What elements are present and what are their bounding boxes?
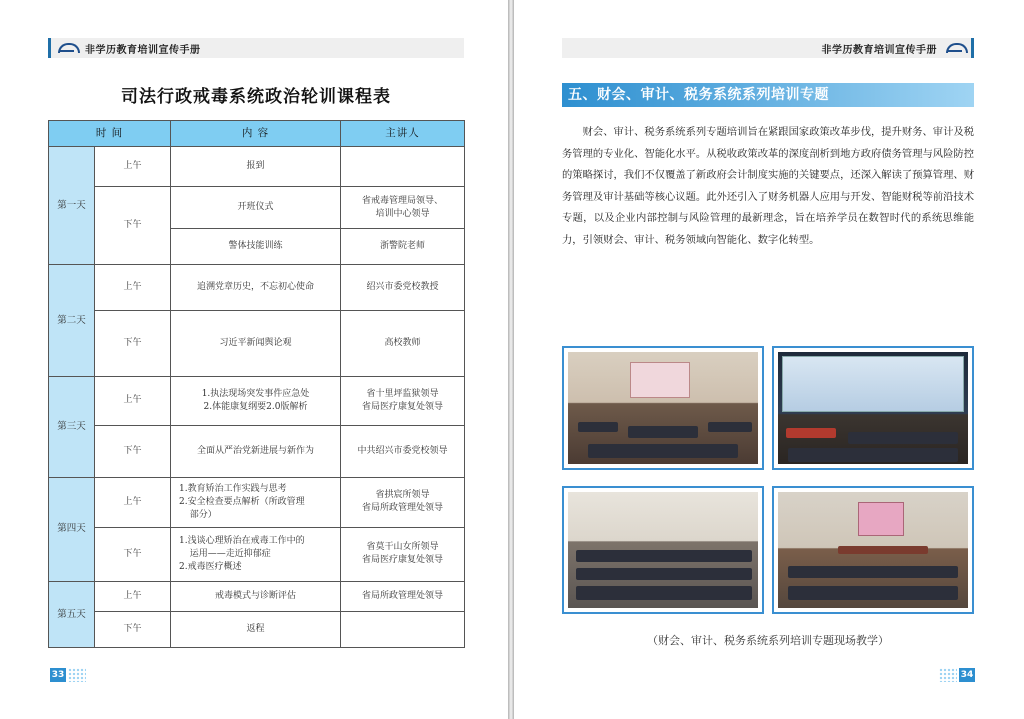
dots-decoration — [68, 668, 86, 682]
day-label: 第三天 — [49, 377, 95, 477]
page-number: 33 — [51, 670, 65, 680]
speaker-line: 省局所政管理处领导 — [361, 503, 443, 514]
photo-classroom-4 — [772, 486, 974, 614]
speaker-cell — [341, 611, 465, 647]
speaker-line: 培训中心领导 — [375, 208, 430, 219]
table-row — [49, 187, 465, 229]
photo-caption: （财会、审计、税务系统系列培训专题现场教学） — [647, 634, 889, 647]
speaker-line: 省局医疗康复处领导 — [361, 555, 443, 566]
audience-row — [576, 550, 752, 562]
content-cell — [171, 377, 341, 425]
photo-image — [778, 492, 968, 608]
header-brand: 非学历教育培训宣传手册 — [821, 44, 937, 56]
photo-image — [568, 492, 758, 608]
audience-row — [576, 586, 752, 600]
table-row — [49, 147, 465, 187]
content-line: 1.执法现场突发事件应急处 — [201, 388, 310, 399]
content-line: 2.安全检查要点解析（所政管理 — [179, 496, 305, 507]
audience-row — [588, 444, 738, 458]
content-cell — [171, 527, 341, 581]
section-title: 五、财会、审计、税务系统系列培训专题 — [562, 83, 974, 107]
content-line: 1.浅谈心理矫治在戒毒工作中的 — [179, 535, 305, 546]
table-header-time: 时 间 — [49, 121, 171, 147]
table-row — [49, 377, 465, 425]
audience-row — [788, 586, 958, 600]
header-brand: 非学历教育培训宣传手册 — [85, 44, 201, 56]
time-cell: 下午 — [95, 187, 171, 265]
speaker-line: 省拱宸所领导 — [375, 490, 430, 501]
dots-decoration — [939, 668, 957, 682]
speaker-line: 省局医疗康复处领导 — [361, 401, 443, 412]
table-header-speaker: 主讲人 — [341, 121, 465, 147]
content-cell: 习近平新闻舆论观 — [171, 311, 341, 377]
content-cell: 全面从严治党新进展与新作为 — [171, 425, 341, 477]
audience-row — [628, 426, 698, 438]
table-row — [49, 311, 465, 377]
content-cell: 返程 — [171, 611, 341, 647]
day-label: 第二天 — [49, 265, 95, 377]
left-header — [48, 38, 464, 58]
table-row — [49, 265, 465, 311]
table-row — [49, 527, 465, 581]
time-cell: 下午 — [95, 527, 171, 581]
speaker-cell — [341, 187, 465, 229]
logo-icon — [945, 42, 965, 54]
day-label: 第一天 — [49, 147, 95, 265]
podium-desk — [838, 546, 928, 554]
speaker-line: 省莫干山女所领导 — [366, 542, 439, 553]
speaker-cell: 浙警院老师 — [341, 229, 465, 265]
content-line: 2.体能康复纲要2.0版解析 — [203, 401, 308, 412]
audience-row — [576, 568, 752, 580]
speaker-cell: 高校教师 — [341, 311, 465, 377]
content-line: 1.教育矫治工作实践与思考 — [179, 483, 287, 494]
right-page — [513, 0, 1024, 719]
audience-row — [578, 422, 618, 432]
content-line: 运用——走近抑郁症 — [189, 548, 271, 559]
speaker-cell — [341, 147, 465, 187]
photo-image — [568, 352, 758, 464]
speaker-cell: 省局所政管理处领导 — [341, 581, 465, 611]
photo-classroom-3 — [562, 486, 764, 614]
right-header — [562, 38, 974, 58]
audience-row — [848, 432, 958, 444]
speaker-line: 省十里坪监狱领导 — [366, 388, 439, 399]
table-header-content: 内 容 — [171, 121, 341, 147]
speaker-cell: 绍兴市委党校教授 — [341, 265, 465, 311]
speaker-cell — [341, 477, 465, 527]
page-title: 司法行政戒毒系统政治轮训课程表 — [121, 87, 391, 107]
content-cell: 警体技能训练 — [171, 229, 341, 265]
content-line: 2.戒毒医疗概述 — [179, 561, 242, 572]
table-row — [49, 425, 465, 477]
time-cell: 上午 — [95, 265, 171, 311]
content-cell: 追溯党章历史，不忘初心使命 — [171, 265, 341, 311]
day-label: 第四天 — [49, 477, 95, 581]
speaker-line: 省戒毒管理局领导、 — [361, 195, 443, 206]
content-cell: 报到 — [171, 147, 341, 187]
audience-row — [708, 422, 752, 432]
table-row — [49, 611, 465, 647]
podium-banner — [786, 428, 836, 438]
speaker-cell — [341, 527, 465, 581]
logo-icon — [57, 42, 77, 54]
photo-classroom-2 — [772, 346, 974, 470]
left-page — [0, 0, 509, 719]
content-cell: 戒毒模式与诊断评估 — [171, 581, 341, 611]
table-row — [49, 477, 465, 527]
table-row — [49, 581, 465, 611]
schedule-table — [48, 120, 465, 648]
time-cell: 下午 — [95, 311, 171, 377]
time-cell: 下午 — [95, 425, 171, 477]
speaker-cell: 中共绍兴市委党校领导 — [341, 425, 465, 477]
content-cell — [171, 477, 341, 527]
speaker-cell — [341, 377, 465, 425]
time-cell: 上午 — [95, 147, 171, 187]
time-cell: 上午 — [95, 477, 171, 527]
projection-screen — [858, 502, 904, 536]
projection-screen — [782, 356, 964, 412]
day-label: 第五天 — [49, 581, 95, 647]
time-cell: 上午 — [95, 581, 171, 611]
photo-classroom-1 — [562, 346, 764, 470]
audience-row — [788, 448, 958, 462]
time-cell: 下午 — [95, 611, 171, 647]
projection-screen — [630, 362, 690, 398]
content-cell: 开班仪式 — [171, 187, 341, 229]
table-header-row — [49, 121, 465, 147]
audience-row — [788, 566, 958, 578]
page-number: 34 — [960, 670, 974, 680]
intro-paragraph: 财会、审计、税务系统系列专题培训旨在紧跟国家政策改革步伐，提升财务、审计及税务管理的专业化、智能化水平。从税收政策改革的深度剖析到地方政府债务管理与风险防控的策略探讨，我们不仅覆盖了新政府会计制度实施的关键要点，还深入解读了预算管理、财务管理及审计基础等核心议题。此外还引入了财务机器人应用与开发、智能财税等前沿技术专题，以及企业内部控制与风险管理的最新理念，旨在培养学员在数智时代的系统思维能力，引领财会、审计、税务领域向智能化、数字化转型。 — [562, 126, 974, 246]
content-line: 部分） — [189, 509, 217, 520]
time-cell: 上午 — [95, 377, 171, 425]
photo-image — [778, 352, 968, 464]
